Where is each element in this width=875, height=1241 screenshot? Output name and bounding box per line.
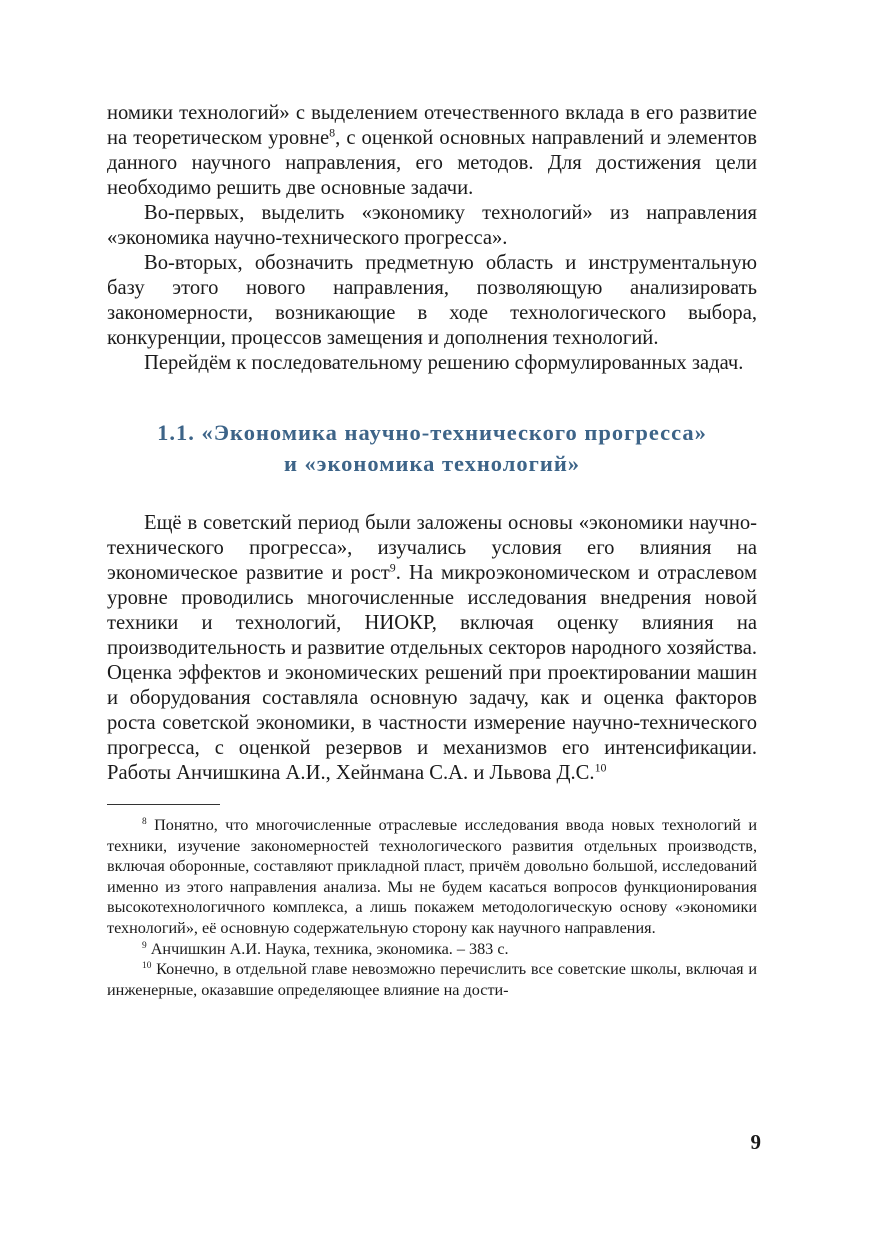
- section-heading-line-1: 1.1. «Экономика научно-технического прогресса»: [157, 420, 707, 445]
- page-content: [107, 101, 757, 1000]
- section-heading-line-2: и «экономика технологий»: [283, 451, 581, 476]
- paragraph-3: Во-вторых, обозначить предметную область и инструментальную базу этого нового направления, позволяющую анализировать закономерности, возникающие в ходе технологического выбора, конкуренции, процессов замещения и дополнения технологий.: [107, 252, 757, 349]
- paragraph-1: номики технологий» с выделением отечественного вклада в его развитие на теоретическом уровне$^8$, с оценкой основных направлений и элементов данного научного направления, его методов. Для достижения цели необходимо решить две основные задачи.: [107, 102, 757, 199]
- paragraph-4: Перейдём к последовательному решению сформулированных задач.: [144, 352, 744, 374]
- footnote-10: $^{10}$ Конечно, в отдельной главе невозможно перечислить все советские школы, включая и инженерные, оказавшие определяющее влияние на дости-: [107, 960, 757, 999]
- footnote-9: $^9$ Анчишкин А.И. Наука, техника, экономика. – 383 с.: [142, 939, 509, 958]
- section-paragraph: Ещё в советский период были заложены основы «экономики научно-технического прогресса», изучались условия его влияния на экономическое развитие и рост$^9$. На микроэкономическом и отраслевом уровне проводились многочисленные исследования внедрения новой техники и технологий, НИОКР, включая оценку влияния на производительность и развитие отдельных секторов народного хозяйства. Оценка эффектов и экономических решений при проектировании машин и оборудования составляла основную задачу, как и оценка факторов роста советской экономики, в частности измерение научно-технического прогресса, с оценкой резервов и механизмов его интенсификации. Работы Анчишкина А.И., Хейнмана С.А. и Львова Д.С.$^{10}$: [107, 512, 757, 784]
- intro-text: [107, 101, 757, 376]
- footnote-ref-8[interactable]: 8: [329, 125, 336, 140]
- footnote-divider: [107, 804, 220, 805]
- page-number: 9: [750, 1130, 761, 1154]
- paragraph-2: Во-первых, выделить «экономику технологий» из направления «экономика научно-технического прогресса».: [107, 202, 757, 249]
- footnote-8: $^8$ Понятно, что многочисленные отраслевые исследования ввода новых технологий и техники, изучение закономерностей технологического развития отдельных производств, включая оборонные, составляют прикладной пласт, причём довольно большой, исследований именно из этого направления анализа. Мы не будем касаться вопросов функционирования высокотехнологичного комплекса, а лишь покажем методологическую основу «экономики технологий», её основную содержательную сторону как научного направления.: [107, 816, 758, 937]
- footnotes: [107, 815, 757, 1000]
- footnote-ref-10[interactable]: 10: [594, 760, 607, 775]
- section-heading: [107, 417, 757, 479]
- footnote-ref-9[interactable]: 9: [389, 560, 396, 575]
- section-text: [107, 511, 757, 786]
